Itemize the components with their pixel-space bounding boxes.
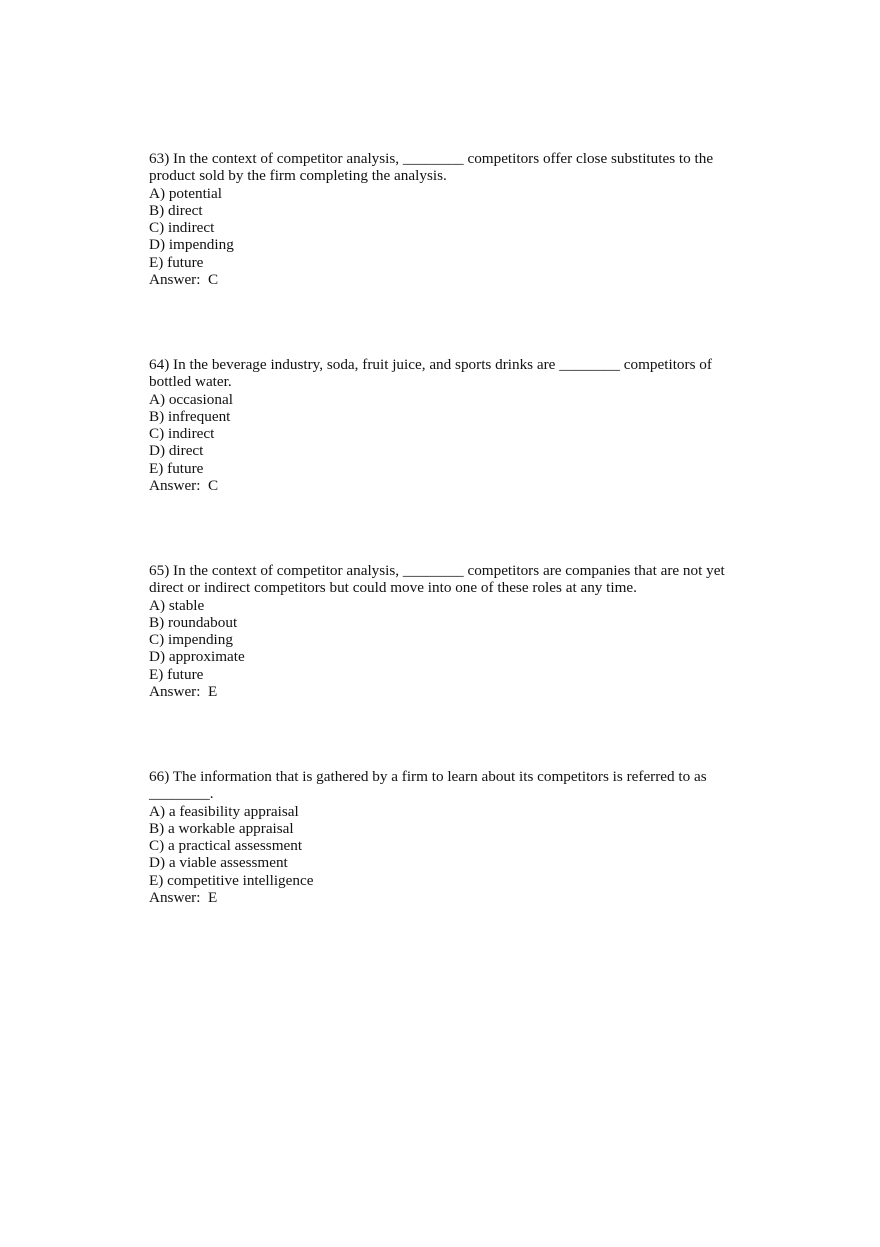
answer-options — [149, 597, 729, 683]
option-b: B) roundabout — [149, 613, 238, 631]
question-stem: 63) In the context of competitor analysis, ________ competitors offer close substitutes to the product sold by the firm completing the analysis. — [149, 150, 714, 185]
question-66 — [149, 768, 729, 906]
option-a: A) potential — [149, 184, 222, 202]
option-d: D) a viable assessment — [149, 854, 288, 872]
option-c: C) a practical assessment — [149, 837, 303, 855]
option-d: D) impending — [149, 236, 234, 254]
option-c: C) indirect — [149, 219, 215, 237]
option-a: A) occasional — [149, 390, 233, 408]
question-63 — [149, 150, 729, 288]
answer-key: Answer: C — [149, 477, 219, 495]
answer-options — [149, 803, 729, 889]
answer-key: Answer: E — [149, 889, 218, 907]
option-c: C) indirect — [149, 425, 215, 443]
option-a: A) a feasibility appraisal — [149, 802, 299, 820]
option-b: B) direct — [149, 201, 203, 219]
option-e: E) competitive intelligence — [149, 871, 314, 889]
option-b: B) infrequent — [149, 407, 231, 425]
option-d: D) direct — [149, 442, 204, 460]
option-d: D) approximate — [149, 648, 245, 666]
question-stem: 64) In the beverage industry, soda, fruit juice, and sports drinks are ________ competitors of bottled water. — [149, 356, 712, 391]
option-b: B) a workable appraisal — [149, 819, 294, 837]
question-stem: 66) The information that is gathered by a firm to learn about its competitors is referred to as ________. — [149, 768, 707, 803]
option-a: A) stable — [149, 596, 205, 614]
question-64 — [149, 356, 729, 494]
question-65 — [149, 562, 729, 700]
answer-key: Answer: C — [149, 271, 219, 289]
option-c: C) impending — [149, 631, 233, 649]
option-e: E) future — [149, 665, 204, 683]
option-e: E) future — [149, 459, 204, 477]
answer-options — [149, 391, 729, 477]
answer-key: Answer: E — [149, 683, 218, 701]
option-e: E) future — [149, 253, 204, 271]
question-stem: 65) In the context of competitor analysis, ________ competitors are companies that are not yet direct or indirect competitors but could move into one of these roles at any time. — [149, 562, 725, 597]
answer-options — [149, 185, 729, 271]
